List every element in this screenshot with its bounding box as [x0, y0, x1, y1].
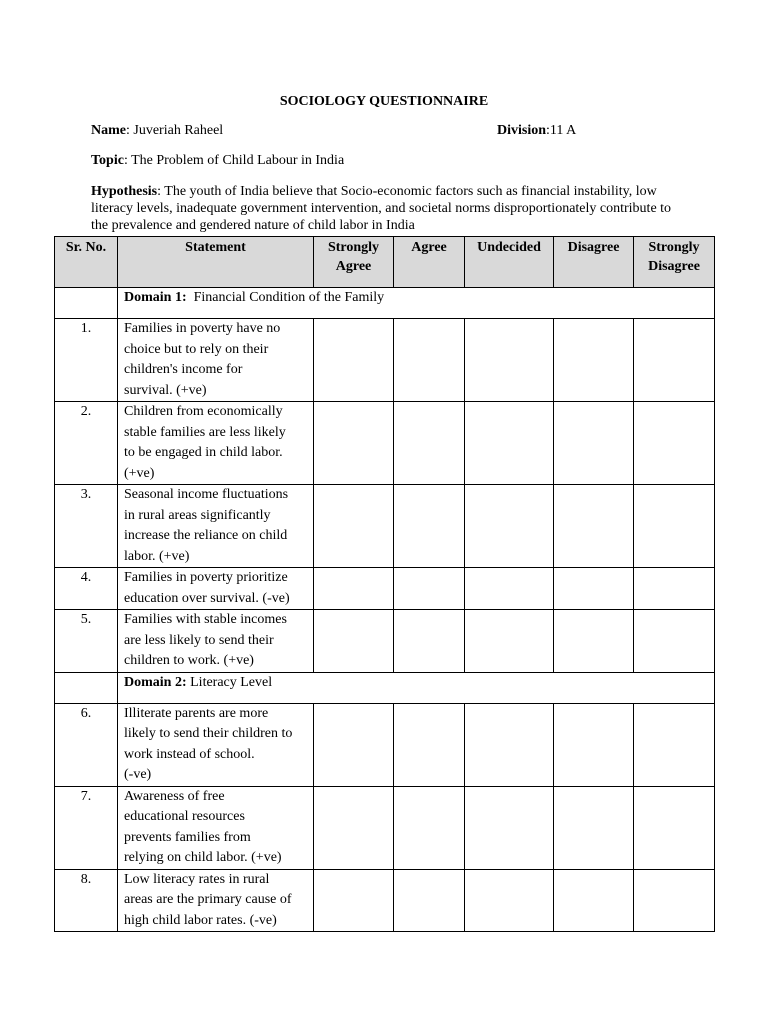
division-value: :11 A	[546, 123, 577, 138]
sr-no-cell: 8.	[55, 869, 118, 932]
statement-line: Low literacy rates in rural	[124, 871, 270, 887]
agree-header: Agree	[394, 237, 465, 288]
domain-label: Domain 2:	[124, 674, 187, 690]
statement-line: stable families are less likely	[124, 424, 286, 440]
statement-line: Families with stable incomes	[124, 612, 287, 627]
topic-line	[91, 153, 344, 169]
table-row	[55, 703, 715, 786]
undecided-cell[interactable]	[465, 402, 554, 485]
domain-row	[55, 672, 715, 703]
domain-heading	[118, 672, 715, 703]
statement-line: are less likely to send their	[124, 632, 274, 648]
table-row	[55, 568, 715, 610]
undecided-header: Undecided	[465, 237, 554, 288]
undecided-cell[interactable]	[465, 319, 554, 402]
statement-header: Statement	[118, 237, 314, 288]
statement-line: choice but to rely on their	[124, 341, 269, 357]
disagree-cell[interactable]	[554, 703, 634, 786]
statement-line: children to work. (+ve)	[124, 653, 254, 668]
sr-no-header: Sr. No.	[55, 237, 118, 288]
strongly-disagree-cell[interactable]	[634, 869, 715, 932]
sr-no-cell: 2.	[55, 402, 118, 485]
statement-line: to be engaged in child labor.	[124, 445, 283, 460]
table-body	[55, 288, 715, 932]
statement-line: survival. (+ve)	[124, 382, 207, 398]
statement-cell	[118, 869, 314, 932]
topic-label: Topic	[91, 153, 124, 168]
statement-line: Children from economically	[124, 404, 283, 419]
strongly-agree-cell[interactable]	[314, 568, 394, 610]
strongly-disagree-cell[interactable]	[634, 319, 715, 402]
strongly-disagree-cell[interactable]	[634, 568, 715, 610]
disagree-cell[interactable]	[554, 786, 634, 869]
table-row	[55, 485, 715, 568]
hypothesis-label: Hypothesis	[91, 184, 158, 199]
table-header-row	[55, 237, 715, 288]
domain-title: Financial Condition of the Family	[186, 290, 385, 305]
statement-line: Families in poverty prioritize	[124, 570, 288, 585]
strongly-agree-cell[interactable]	[314, 869, 394, 932]
statement-line: Families in poverty have no	[124, 321, 281, 336]
strongly-disagree-cell[interactable]	[634, 610, 715, 673]
statement-cell	[118, 610, 314, 673]
undecided-cell[interactable]	[465, 786, 554, 869]
statement-line: likely to send their children to	[124, 726, 293, 741]
statement-line: (+ve)	[124, 465, 155, 481]
strongly-disagree-cell[interactable]	[634, 703, 715, 786]
hypothesis-paragraph	[91, 183, 691, 234]
strongly-agree-cell[interactable]	[314, 402, 394, 485]
statement-cell	[118, 485, 314, 568]
disagree-cell[interactable]	[554, 869, 634, 932]
agree-cell[interactable]	[394, 786, 465, 869]
table-row	[55, 402, 715, 485]
statement-cell	[118, 402, 314, 485]
strongly-agree-cell[interactable]	[314, 485, 394, 568]
sr-no-cell: 5.	[55, 610, 118, 673]
statement-line: Illiterate parents are more	[124, 705, 269, 721]
statement-line: increase the reliance on child	[124, 528, 288, 543]
sr-no-cell: 7.	[55, 786, 118, 869]
disagree-cell[interactable]	[554, 485, 634, 568]
statement-line: labor. (+ve)	[124, 548, 190, 564]
undecided-cell[interactable]	[465, 869, 554, 932]
statement-line: high child labor rates. (-ve)	[124, 912, 277, 928]
statement-line: (-ve)	[124, 767, 152, 782]
table-row	[55, 869, 715, 932]
agree-cell[interactable]	[394, 703, 465, 786]
agree-cell[interactable]	[394, 568, 465, 610]
document-title: SOCIOLOGY QUESTIONNAIRE	[279, 94, 489, 109]
agree-cell[interactable]	[394, 610, 465, 673]
table-row	[55, 610, 715, 673]
agree-cell[interactable]	[394, 485, 465, 568]
hypothesis-text: : The youth of India believe that Socio-economic factors such as financial instability, low literacy levels, inadequate government intervention, and societal norms disproportionately contribute to the prevalence and gendered nature of child labor in India	[91, 184, 672, 233]
disagree-cell[interactable]	[554, 610, 634, 673]
strongly-disagree-cell[interactable]	[634, 786, 715, 869]
statement-line: Awareness of free	[124, 788, 225, 804]
statement-cell	[118, 703, 314, 786]
statement-line: education over survival. (-ve)	[124, 590, 290, 606]
strongly-agree-cell[interactable]	[314, 703, 394, 786]
strongly-agree-cell[interactable]	[314, 319, 394, 402]
disagree-cell[interactable]	[554, 402, 634, 485]
agree-cell[interactable]	[394, 319, 465, 402]
disagree-cell[interactable]	[554, 568, 634, 610]
table-row	[55, 786, 715, 869]
undecided-cell[interactable]	[465, 703, 554, 786]
sr-no-cell: 4.	[55, 568, 118, 610]
agree-cell[interactable]	[394, 402, 465, 485]
strongly-agree-cell[interactable]	[314, 786, 394, 869]
name-line	[91, 123, 223, 139]
domain-num-cell	[55, 672, 118, 703]
undecided-cell[interactable]	[465, 568, 554, 610]
sr-no-cell: 1.	[55, 319, 118, 402]
strongly-disagree-cell[interactable]	[634, 485, 715, 568]
strongly-disagree-cell[interactable]	[634, 402, 715, 485]
sr-no-cell: 6.	[55, 703, 118, 786]
statement-cell	[118, 319, 314, 402]
statement-line: work instead of school.	[124, 746, 255, 762]
domain-num-cell	[55, 288, 118, 319]
statement-line: Seasonal income fluctuations	[124, 487, 289, 502]
domain-title: Literacy Level	[186, 674, 273, 690]
statement-line: children's income for	[124, 362, 243, 377]
undecided-cell[interactable]	[465, 485, 554, 568]
agree-cell[interactable]	[394, 869, 465, 932]
undecided-cell[interactable]	[465, 610, 554, 673]
disagree-header: Disagree	[554, 237, 634, 288]
statement-cell	[118, 786, 314, 869]
statement-cell	[118, 568, 314, 610]
division-line	[497, 123, 576, 139]
domain-label: Domain 1:	[124, 290, 187, 305]
strongly-disagree-header: Strongly Disagree	[634, 237, 715, 288]
strongly-agree-header: Strongly Agree	[314, 237, 394, 288]
domain-heading	[118, 288, 715, 319]
disagree-cell[interactable]	[554, 319, 634, 402]
sr-no-cell: 3.	[55, 485, 118, 568]
domain-row	[55, 288, 715, 319]
division-label: Division	[497, 123, 547, 138]
name-value: : Juveriah Raheel	[126, 123, 224, 138]
name-label: Name	[91, 123, 126, 138]
statement-line: educational resources	[124, 809, 245, 824]
topic-value: : The Problem of Child Labour in India	[123, 153, 345, 168]
questionnaire-table	[54, 236, 715, 932]
statement-line: in rural areas significantly	[124, 507, 271, 523]
table-row	[55, 319, 715, 402]
statement-line: relying on child labor. (+ve)	[124, 850, 282, 865]
statement-line: prevents families from	[124, 829, 251, 845]
statement-line: areas are the primary cause of	[124, 892, 292, 907]
strongly-agree-cell[interactable]	[314, 610, 394, 673]
